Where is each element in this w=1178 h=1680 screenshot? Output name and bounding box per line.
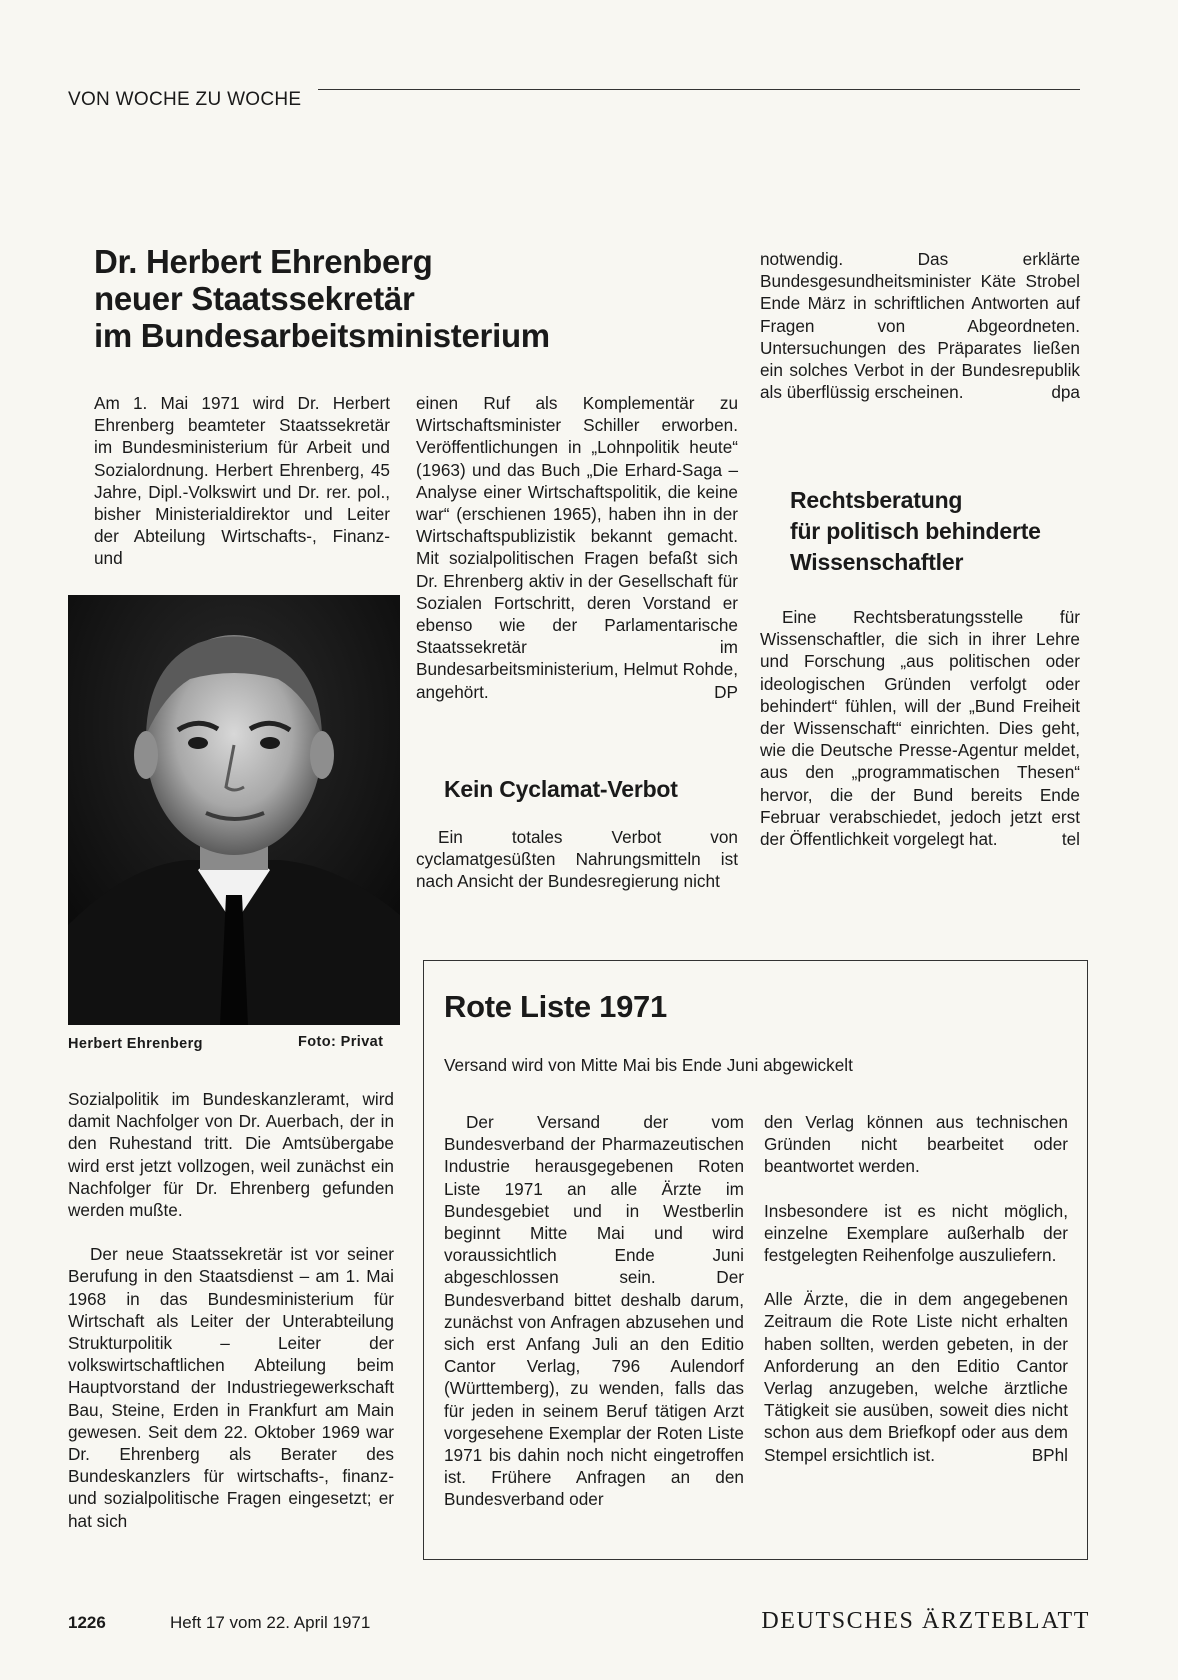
article2-headline-wrap (444, 774, 744, 805)
article1-text: Der neue Staatssekretär ist vor seiner Berufung in den Staatsdienst – am 1. Mai 1968 in das Bundesministerium für Wirtschaft als Leiter der Unterabteilung Strukturpolitik – Leiter der volkswirtschaftlichen Abteilung beim Hauptvorstand der Industriegewerkschaft Bau, Steine, Erden in Frankfurt am Main gewesen. Seit dem 22. Oktober 1969 war Dr. Ehrenberg als Berater des Bundeskanzlers für wirtschafts-, finanz- und sozialpolitische Fragen eingesetzt; er hat sich (68, 1244, 394, 1531)
box-text: den Verlag können aus technischen Gründen nicht bearbeitet oder beantwortet werden. (764, 1112, 1068, 1177)
headline-line: Rechtsberatung (790, 487, 963, 513)
box-subtitle: Versand wird von Mitte Mai bis Ende Juni abgewickelt (444, 1055, 853, 1075)
signature: DP (714, 681, 738, 702)
magazine-name: DEUTSCHES ÄRZTEBLATT (761, 1608, 1090, 1634)
article2-headline: Kein Cyclamat-Verbot (444, 776, 678, 802)
article1-headline (94, 243, 654, 354)
issue-info: Heft 17 vom 22. April 1971 (170, 1613, 371, 1632)
headline-line: Wissenschaftler (790, 549, 964, 575)
headline-line: Dr. Herbert Ehrenberg (94, 243, 433, 280)
rote-liste-box (423, 960, 1088, 1560)
box-text: Der Versand der vom Bundesverband der Pharmazeutischen Industrie herausgegebenen Roten Liste 1971 an alle Ärzte im Bundesgebiet und in Westberlin beginnt Mitte Mai und wird voraussichtlich Ende Juni abgeschlossen sein. Der Bundesverband bittet deshalb darum, zunächst von Anfragen abzusehen und sich erst Anfang Juli an den Editio Cantor Verlag, 796 Aulendorf (Württemberg), zu wenden, falls das für jeden in seinem Beruf tätigen Arzt vorgesehene Exemplar der Roten Liste 1971 bis dahin noch nicht eingetroffen ist. Frühere Anfragen an den Bundesverband oder (444, 1112, 744, 1510)
photo-caption-credit: Foto: Privat (298, 1034, 384, 1050)
signature: BPhl (1031, 1444, 1068, 1465)
photo-caption-name: Herbert Ehrenberg (68, 1036, 203, 1052)
box-title: Rote Liste 1971 (444, 989, 667, 1024)
box-col1 (444, 1111, 744, 1511)
portrait-photo (68, 595, 400, 1025)
article1-col2 (416, 392, 738, 703)
article2-text (760, 248, 1080, 403)
article2-text: Ein totales Verbot von cyclamatgesüßten Nahrungsmitteln ist nach Ansicht der Bundesregierung nicht (416, 827, 738, 892)
article3-headline (790, 485, 1090, 578)
article2-col2 (416, 826, 738, 893)
article2-col3-text: notwendig. Das erklärte Bundesgesundheitsminister Käte Strobel Ende März in schriftlichen Antworten auf Fragen von Abgeordneten. Untersuchungen des Präparates ließen ein solches Verbot in der Bundesrepublik als überflüssig erscheinen. (760, 249, 1080, 403)
article1-text (416, 392, 738, 703)
signature: tel (1061, 829, 1080, 850)
article1-col1-top (94, 392, 390, 570)
headline-line: im Bundesarbeitsministerium (94, 317, 550, 354)
box-text (764, 1288, 1068, 1466)
article1-text: Am 1. Mai 1971 wird Dr. Herbert Ehrenberg beamteter Staatssekretär im Bundesministerium für Arbeit und Sozialordnung. Herbert Ehrenberg, 45 Jahre, Dipl.-Volkswirt und Dr. rer. pol., bisher Ministerialdirektor und Leiter der Abteilung Wirtschafts-, Finanz- und (94, 393, 390, 569)
box-text: Insbesondere ist es nicht möglich, einzelne Exemplare außerhalb der festgelegten Reihenfolge auszuliefern. (764, 1200, 1068, 1266)
article3-text-body: Eine Rechtsberatungsstelle für Wissenschaftler, die sich in ihrer Lehre und Forschung „aus politischen oder ideologischen Gründen verfolgt oder behindert“ fühlen, will der „Bund Freiheit der Wissenschaft“ einrichten. Dies geht, wie die Deutsche Presse-Agentur meldet, aus den „programmatischen Thesen“ hervor, die der Bund bereits Ende Februar verabschiedet, jedoch jetzt erst der Öffentlichkeit vorgelegt hat. (760, 607, 1080, 850)
article2-col3 (760, 248, 1080, 403)
box-text-body: Alle Ärzte, die in dem angegebenen Zeitraum die Rote Liste nicht erhalten haben sollten, werden gebeten, in der Anforderung an den Editio Cantor Verlag anzugeben, welche ärztliche Tätigkeit sie ausüben, soweit dies nicht schon aus dem Briefkopf oder aus dem Stempel ersichtlich ist. (764, 1289, 1068, 1465)
article3-text (760, 606, 1080, 850)
page-number: 1226 (68, 1613, 106, 1632)
portrait-photo-image (68, 595, 400, 1025)
box-title-wrap (444, 989, 667, 1025)
article1-col2-text: einen Ruf als Komplementär zu Wirtschaftsminister Schiller erworben. Veröffentlichungen in „Lohnpolitik heute“ (1963) und das Buch „Die Erhard-Saga – Analyse einer Wirtschaftspolitik, die keine war“ (erschienen 1965), haben ihn in der Wirtschaftspublizistik bekannt gemacht. Mit sozialpolitischen Fragen befaßt sich Dr. Ehrenberg aktiv in der Gesellschaft für Sozialen Fortschritt, deren Vorstand er ebenso wie der Parlamentarische Staatssekretär im Bundesarbeitsministerium, Helmut Rohde, angehört. (416, 393, 738, 702)
box-col2 (764, 1111, 1068, 1466)
headline-line: neuer Staatssekretär (94, 280, 415, 317)
section-rule (318, 89, 1080, 90)
headline-line: für politisch behinderte (790, 518, 1041, 544)
signature: dpa (1051, 382, 1080, 403)
article3-body (760, 606, 1080, 850)
article1-col1-bottom (68, 1088, 394, 1532)
article1-text: Sozialpolitik im Bundeskanzleramt, wird damit Nachfolger von Dr. Auerbach, der in den Ruhestand tritt. Die Amtsübergabe wird erst jetzt vollzogen, weil zunächst ein Nachfolger für Dr. Ehrenberg gefunden werden mußte. (68, 1089, 394, 1221)
section-label: VON WOCHE ZU WOCHE (68, 89, 302, 110)
